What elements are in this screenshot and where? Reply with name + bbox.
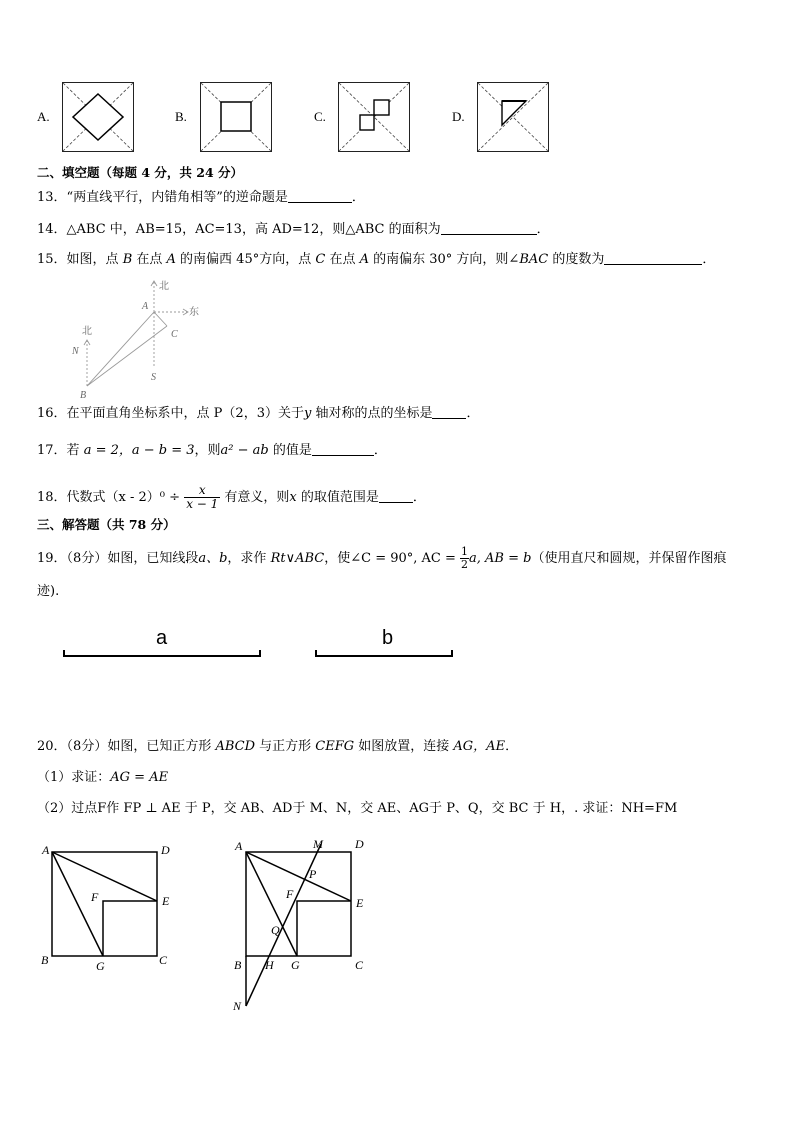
option-b-label: B. [175, 109, 187, 124]
option-c-label: C. [314, 109, 326, 124]
svg-text:F: F [91, 890, 99, 904]
svg-text:E: E [162, 894, 170, 908]
section-fill-blank-title: 二、填空题（每题 4 分，共 24 分） [37, 165, 244, 180]
option-a-label: A. [37, 109, 50, 124]
question-15: 15．如图，点 B 在点 A 的南偏西 45°方向，点 C 在点 A 的南偏东 30° 方向，则∠BAC 的度数为 ． [37, 252, 716, 267]
svg-text:Q: Q [271, 923, 280, 937]
point-s-label: S [151, 372, 156, 383]
answer-blank[interactable] [288, 190, 352, 203]
segment-b-label: b [382, 627, 394, 649]
fraction: $\frac{x}{x - 1}$ [186, 483, 219, 511]
point-c-label: C [171, 329, 178, 340]
svg-text:B: B [41, 953, 49, 967]
svg-text:N: N [233, 999, 242, 1013]
answer-blank[interactable] [432, 406, 466, 419]
point-n-label: N [72, 346, 79, 357]
svg-text:H: H [265, 958, 274, 972]
question-19: 19．（8分）如图，已知线段a、b，求作 Rt∨ABC，使∠C = 90°, AC = $\frac{1}{2}$ a, AB = b（使用直尺和圆规，并保留作图痕 [37, 545, 727, 571]
svg-text:B: B [234, 958, 242, 972]
section-solve-title: 三、解答题（共 78 分） [37, 517, 176, 532]
option-a-figure [62, 82, 134, 152]
fraction: $\frac{1}{2}$ [461, 545, 469, 571]
q15-direction-figure [62, 276, 212, 401]
north-label: 北 [159, 281, 169, 292]
question-20-part1: （1）求证：AG = AE [37, 770, 169, 785]
answer-blank[interactable] [604, 252, 702, 265]
option-d-label: D. [452, 109, 465, 124]
option-c-figure [338, 82, 410, 152]
svg-text:F: F [286, 887, 294, 901]
answer-blank[interactable] [441, 222, 537, 235]
q20-figure-2 [225, 834, 380, 1014]
segments-figure [60, 620, 470, 665]
svg-text:A: A [235, 839, 243, 853]
svg-text:G: G [96, 959, 105, 973]
svg-text:D: D [355, 837, 364, 851]
option-b-figure [200, 82, 272, 152]
point-a-label: A [142, 301, 149, 312]
q20-figure-1 [36, 838, 186, 973]
question-17: 17．若 a = 2，a − b = 3，则a² − ab 的值是 ． [37, 443, 387, 458]
question-19-line2: 迹). [37, 584, 60, 599]
question-20: 20．（8分）如图，已知正方形 ABCD 与正方形 CEFG 如图放置，连接 AG，AE． [37, 739, 519, 754]
point-b-label: B [80, 390, 87, 401]
question-16: 16．在平面直角坐标系中，点 P（2，3）关于y 轴对称的点的坐标是 ． [37, 406, 480, 421]
svg-text:D: D [161, 843, 170, 857]
question-18: 18．代数式（x - 2）⁰ ÷ $\frac{x}{x - 1}$ 有意义，则x 的取值范围是 ． [37, 483, 426, 511]
answer-blank[interactable] [379, 490, 413, 503]
question-20-part2: （2）过点F作 FP ⊥ AE 于 P，交 AB、AD于 M、N，交 AE、AG于 P、Q，交 BC 于 H，. 求证：NH=FM [37, 801, 678, 816]
answer-blank[interactable] [312, 443, 374, 456]
svg-text:A: A [42, 843, 50, 857]
svg-text:E: E [356, 896, 364, 910]
east-label: 东 [189, 307, 199, 318]
segment-a-label: a [156, 627, 168, 649]
svg-text:P: P [309, 867, 317, 881]
svg-text:G: G [291, 958, 300, 972]
question-13: 13．“两直线平行，内错角相等”的逆命题是 ． [37, 190, 365, 205]
option-d-figure [477, 82, 549, 152]
svg-text:C: C [355, 958, 364, 972]
question-14: 14．△ABC 中，AB=15，AC=13，高 AD=12，则△ABC 的面积为 ． [37, 222, 550, 237]
north-label-left: 北 [82, 326, 92, 337]
svg-text:C: C [159, 953, 168, 967]
svg-text:M: M [313, 837, 323, 851]
